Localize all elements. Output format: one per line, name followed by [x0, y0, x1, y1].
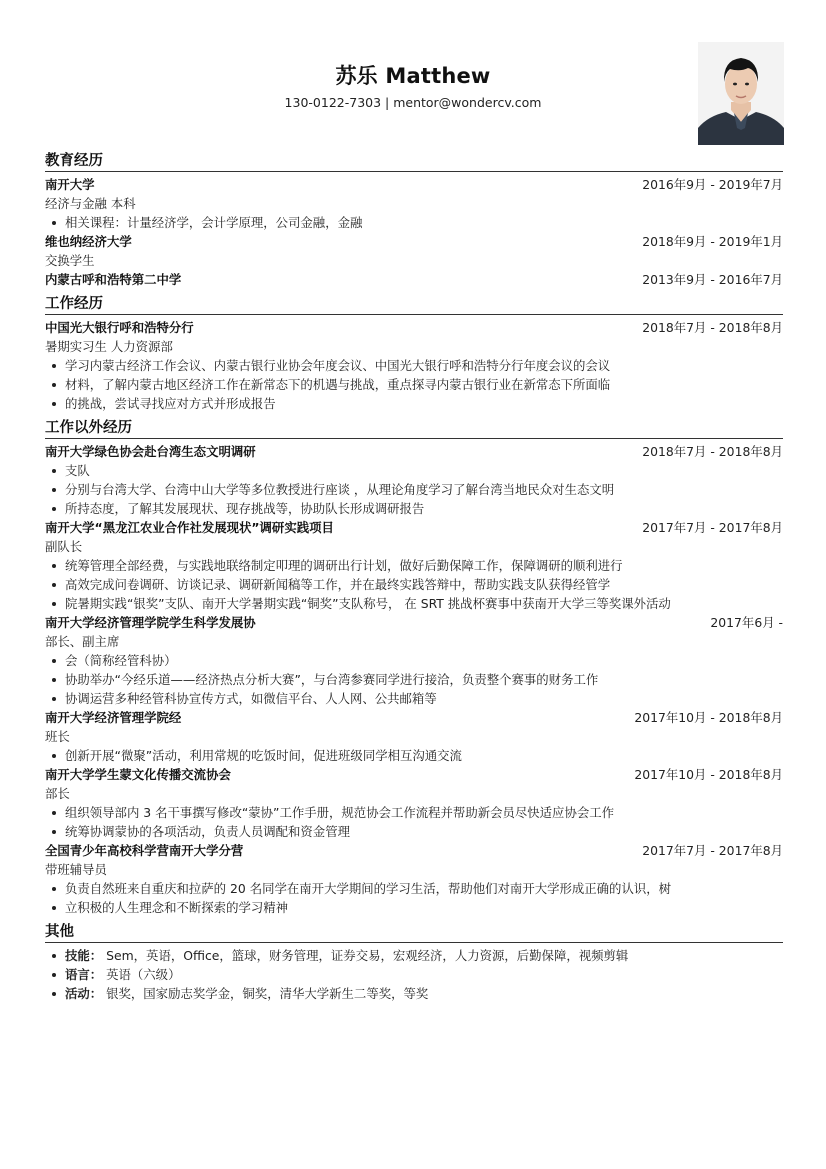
entry-bullets [45, 356, 783, 413]
entry-bullets [45, 803, 783, 841]
bullet-text: 会（简称经管科协） [65, 653, 177, 668]
entry-date: 2017年6月 - [710, 615, 783, 630]
bullet-item [45, 898, 783, 917]
bullet-dot-icon [52, 583, 56, 587]
other-item-label: 技能： [65, 948, 103, 963]
entry-bullets [45, 213, 783, 232]
bullet-dot-icon [52, 697, 56, 701]
bullet-text: 高效完成问卷调研、访谈记录、调研新闻稿等工作，并在最终实践答辩中，帮助实践支队获得经管学 [65, 577, 611, 592]
bullet-dot-icon [52, 488, 56, 492]
bullet-item [45, 594, 783, 613]
entry-organization: 南开大学经济管理学院经 [45, 710, 182, 725]
person-portrait-icon [698, 42, 784, 145]
bullet-dot-icon [52, 221, 56, 225]
bullet-item [45, 879, 783, 898]
bullet-dot-icon [52, 564, 56, 568]
resume-section [45, 295, 783, 413]
bullet-item [45, 689, 783, 708]
bullet-item [45, 480, 783, 499]
entry-header [45, 765, 783, 784]
bullet-item [45, 651, 783, 670]
bullet-item [45, 375, 783, 394]
profile-photo [698, 42, 784, 145]
bullet-item [45, 394, 783, 413]
bullet-text: 院暑期实践“银奖”支队、南开大学暑期实践“铜奖”支队称号， 在 SRT 挑战杯赛事中获南开大学三等奖课外活动 [65, 596, 671, 611]
entry-date: 2016年9月 - 2019年7月 [642, 177, 783, 192]
bullet-dot-icon [52, 754, 56, 758]
bullet-item [45, 746, 783, 765]
section-body [45, 946, 783, 1003]
entry-date: 2017年10月 - 2018年8月 [634, 767, 783, 782]
entry-header [45, 270, 783, 289]
entry-date: 2013年9月 - 2016年7月 [642, 272, 783, 287]
entry-organization: 全国青少年高校科学营南开大学分营 [45, 843, 244, 858]
entry-organization: 维也纳经济大学 [45, 234, 132, 249]
section-heading: 工作经历 [45, 295, 783, 315]
bullet-text: 学习内蒙古经济工作会议、内蒙古银行业协会年度会议、中国光大银行呼和浩特分行年度会议的会议 [65, 358, 611, 373]
entry-header [45, 613, 783, 632]
bullet-text: 的挑战，尝试寻找应对方式并形成报告 [65, 396, 276, 411]
bullet-text: 组织领导部内 3 名干事撰写修改“蒙协”工作手册，规范协会工作流程并帮助新会员尽快适应协会工作 [65, 805, 615, 820]
bullet-item [45, 556, 783, 575]
entry-organization: 南开大学“黑龙江农业合作社发展现状”调研实践项目 [45, 520, 334, 535]
bullet-item [45, 803, 783, 822]
bullet-dot-icon [52, 954, 56, 958]
bullet-dot-icon [52, 602, 56, 606]
other-item-label: 语言： [65, 967, 103, 982]
section-body [45, 175, 783, 289]
bullet-text: 负责自然班来自重庆和拉萨的 20 名同学在南开大学期间的学习生活，帮助他们对南开大学形成正确的认识，树 [65, 881, 672, 896]
entry-header [45, 518, 783, 537]
entry-header [45, 708, 783, 727]
entry-organization: 内蒙古呼和浩特第二中学 [45, 272, 182, 287]
other-item [45, 965, 783, 984]
entry-organization: 南开大学学生蒙文化传播交流协会 [45, 767, 231, 782]
bullet-text: 统筹管理全部经费，与实践地联络制定叩理的调研出行计划，做好后勤保障工作，保障调研的顺利进行 [65, 558, 623, 573]
other-item-text: 英语（六级） [102, 967, 181, 982]
bullet-item [45, 670, 783, 689]
entry-date: 2017年7月 - 2017年8月 [642, 843, 783, 858]
entry-date: 2018年7月 - 2018年8月 [642, 444, 783, 459]
other-list [45, 946, 783, 1003]
bullet-dot-icon [52, 469, 56, 473]
bullet-dot-icon [52, 906, 56, 910]
section-heading: 其他 [45, 923, 783, 943]
entry-bullets [45, 651, 783, 708]
entry-date: 2018年9月 - 2019年1月 [642, 234, 783, 249]
bullet-dot-icon [52, 678, 56, 682]
entry-role: 交换学生 [45, 253, 95, 268]
bullet-dot-icon [52, 507, 56, 511]
entry-header [45, 442, 783, 461]
bullet-item [45, 213, 783, 232]
entry-header [45, 232, 783, 251]
entry-bullets [45, 461, 783, 518]
other-item [45, 946, 783, 965]
entry-header [45, 318, 783, 337]
bullet-item [45, 575, 783, 594]
bullet-text: 相关课程：计量经济学，会计学原理，公司金融，金融 [65, 215, 363, 230]
bullet-item [45, 499, 783, 518]
other-item-label: 活动： [65, 986, 103, 1001]
bullet-text: 协调运营多种经管科协宣传方式，如微信平台、人人网、公共邮箱等 [65, 691, 437, 706]
bullet-dot-icon [52, 811, 56, 815]
section-body [45, 442, 783, 917]
contact-info: 130-0122-7303 | mentor@wondercv.com [284, 95, 542, 110]
bullet-dot-icon [52, 364, 56, 368]
bullet-text: 材料，了解内蒙古地区经济工作在新常态下的机遇与挑战，重点探寻内蒙古银行业在新常态下所面临 [65, 377, 611, 392]
entry-bullets [45, 746, 783, 765]
bullet-dot-icon [52, 383, 56, 387]
entry-date: 2017年7月 - 2017年8月 [642, 520, 783, 535]
bullet-dot-icon [52, 992, 56, 996]
entry-date: 2017年10月 - 2018年8月 [634, 710, 783, 725]
resume-section [45, 152, 783, 289]
other-item-text: Sem，英语，Office，篮球，财务管理，证券交易，宏观经济，人力资源，后勤保障，视频剪辑 [102, 948, 629, 963]
entry-organization: 中国光大银行呼和浩特分行 [45, 320, 194, 335]
bullet-text: 所持态度，了解其发展现状、现存挑战等，协助队长形成调研报告 [65, 501, 425, 516]
entry-bullets [45, 879, 783, 917]
resume-section [45, 923, 783, 1003]
other-item [45, 984, 783, 1003]
bullet-text: 分别与台湾大学、台湾中山大学等多位教授进行座谈 ，从理论角度学习了解台湾当地民众对生态文明 [65, 482, 615, 497]
entry-role: 副队长 [45, 539, 83, 554]
entry-role: 带班辅导员 [45, 862, 107, 877]
entry-role: 部长、副主席 [45, 634, 120, 649]
candidate-name: 苏乐 Matthew [335, 64, 491, 88]
entry-role: 暑期实习生 人力资源部 [45, 339, 173, 354]
bullet-dot-icon [52, 402, 56, 406]
section-body [45, 318, 783, 413]
resume-section [45, 419, 783, 917]
entry-role: 经济与金融 本科 [45, 196, 136, 211]
other-item-text: 银奖，国家励志奖学金，铜奖，清华大学新生二等奖，等奖 [102, 986, 429, 1001]
bullet-dot-icon [52, 659, 56, 663]
entry-organization: 南开大学 [45, 177, 95, 192]
bullet-text: 创新开展“微聚”活动，利用常规的吃饭时间，促进班级同学相互沟通交流 [65, 748, 462, 763]
bullet-text: 协助举办“今经乐道——经济热点分析大赛”，与台湾参赛同学进行接洽，负责整个赛事的财务工作 [65, 672, 599, 687]
resume-content [45, 152, 783, 1003]
bullet-dot-icon [52, 973, 56, 977]
bullet-item [45, 822, 783, 841]
entry-role: 部长 [45, 786, 70, 801]
entry-organization: 南开大学绿色协会赴台湾生态文明调研 [45, 444, 256, 459]
bullet-item [45, 356, 783, 375]
bullet-text: 支队 [65, 463, 90, 478]
bullet-dot-icon [52, 830, 56, 834]
section-heading: 教育经历 [45, 152, 783, 172]
entry-bullets [45, 556, 783, 613]
entry-header [45, 841, 783, 860]
entry-date: 2018年7月 - 2018年8月 [642, 320, 783, 335]
bullet-text: 统筹协调蒙协的各项活动，负责人员调配和资金管理 [65, 824, 350, 839]
entry-header [45, 175, 783, 194]
bullet-text: 立积极的人生理念和不断探索的学习精神 [65, 900, 289, 915]
bullet-dot-icon [52, 887, 56, 891]
bullet-item [45, 461, 783, 480]
entry-role: 班长 [45, 729, 70, 744]
section-heading: 工作以外经历 [45, 419, 783, 439]
entry-organization: 南开大学经济管理学院学生科学发展协 [45, 615, 256, 630]
